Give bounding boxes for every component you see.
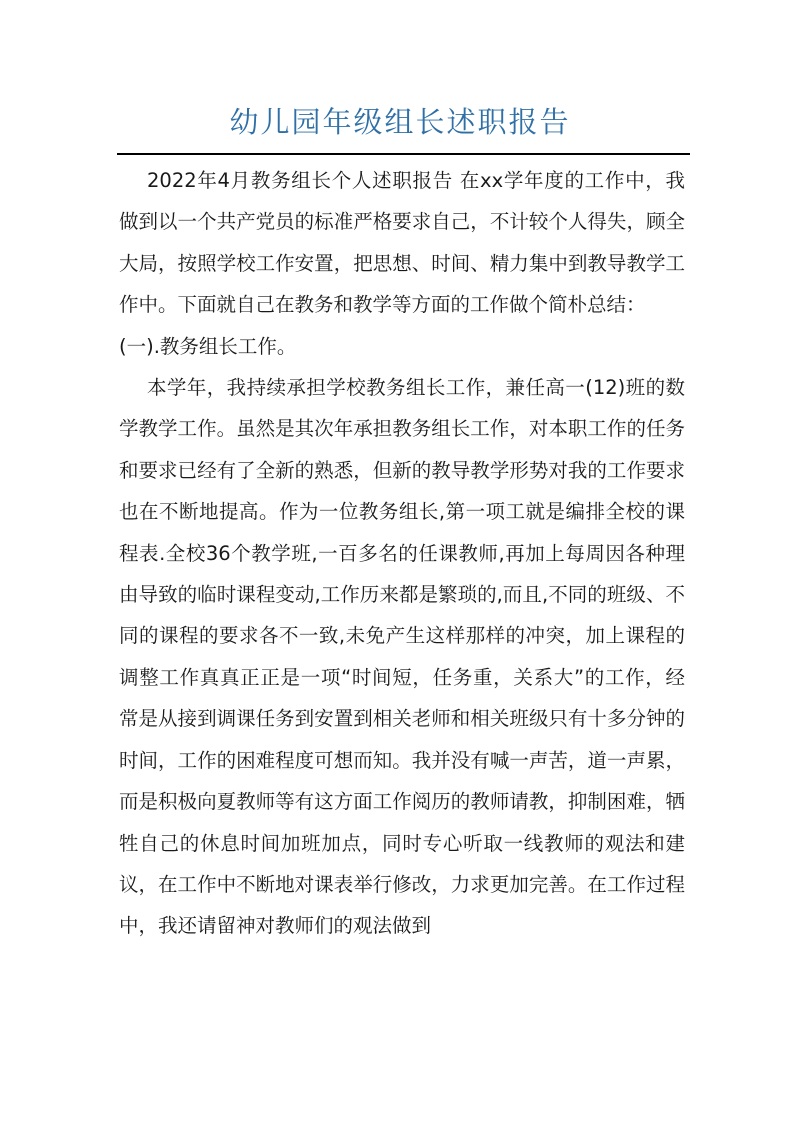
- document-body: [119, 160, 685, 947]
- section-heading: (一).教务组长工作。: [119, 334, 297, 358]
- title-underline: [117, 153, 690, 155]
- paragraph-intro: 2022年4月教务组长个人述职报告 在xx学年度的工作中，我做到以一个共产党员的标准严格要求自己，不计较个人得失，顾全大局，按照学校工作安置，把思想、时间、精力集中到教导教学工作中。下面就自己在教务和教学等方面的工作做个简朴总结：: [119, 169, 685, 317]
- paragraph-body: 本学年，我持续承担学校教务组长工作，兼任高一(12)班的数学教学工作。虽然是其次年承担教务组长工作，对本职工作的任务和要求已经有了全新的熟悉，但新的教导教学形势对我的工作要求也在不断地提高。作为一位教务组长,第一项工就是编排全校的课程表.全校36个教学班,一百多名的任课教师,再加上每周因各种理由导致的临时课程变动,工作历来都是繁琐的,而且,不同的班级、不同的课程的要求各不一致,未免产生这样那样的冲突，加上课程的调整工作真真正正是一项“时间短，任务重，关系大”的工作，经常是从接到调课任务到安置到相关老师和相关班级只有十多分钟的时间，工作的困难程度可想而知。我并没有喊一声苦，道一声累，而是积极向夏教师等有这方面工作阅历的教师请教，抑制困难，牺牲自己的休息时间加班加点，同时专心听取一线教师的观法和建议，在工作中不断地对课表举行修改，力求更加完善。在工作过程中，我还请留神对教师们的观法做到: [119, 376, 685, 938]
- document-title: 幼儿园年级组长述职报告: [229, 105, 571, 139]
